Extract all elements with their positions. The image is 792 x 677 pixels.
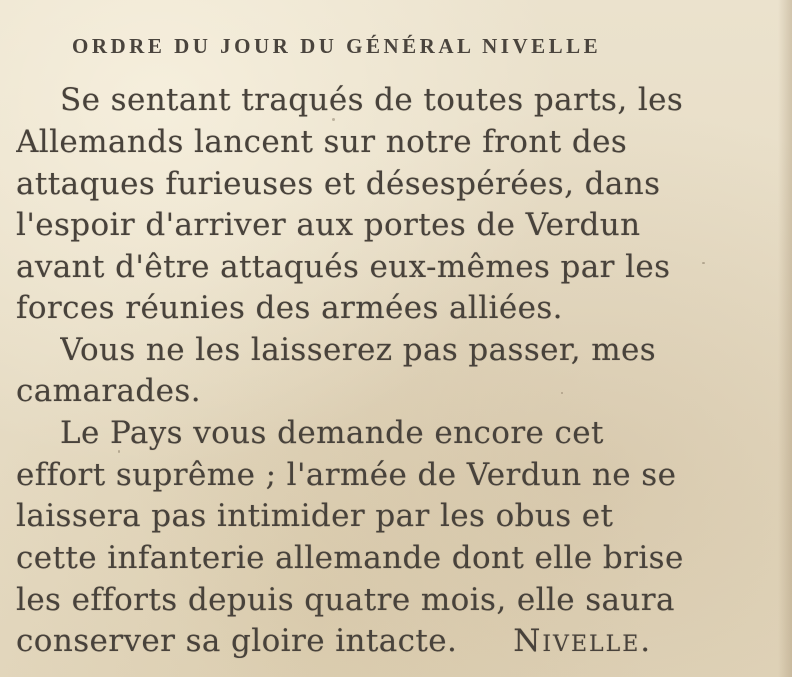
article-heading: ORDRE DU JOUR DU GÉNÉRAL NIVELLE bbox=[72, 34, 602, 58]
paper-edge-shadow bbox=[778, 0, 792, 677]
paper-speck bbox=[118, 450, 120, 453]
paragraph-1-line-3: attaques furieuses et désespérées, dans bbox=[16, 166, 661, 202]
paragraph-2-line-2: camarades. bbox=[16, 373, 201, 409]
paper-speck bbox=[702, 262, 705, 264]
paragraph-3-line-2: effort suprême ; l'armée de Verdun ne se bbox=[16, 457, 677, 493]
paragraph-3-line-6 bbox=[16, 621, 791, 661]
signature: Nivelle. bbox=[513, 623, 653, 659]
paper-speck bbox=[332, 118, 335, 121]
paragraph-1-line-6: forces réunies des armées alliées. bbox=[16, 290, 563, 326]
paragraph-2-line-1: Vous ne les laisserez pas passer, mes bbox=[60, 332, 657, 368]
paper-speck bbox=[561, 392, 563, 394]
paragraph-3-line-5: les efforts depuis quatre mois, elle saura bbox=[16, 582, 675, 618]
paragraph-1-line-2: Allemands lancent sur notre front des bbox=[16, 124, 628, 160]
paragraph-1-line-4: l'espoir d'arriver aux portes de Verdun bbox=[16, 207, 641, 243]
paragraph-1-line-5: avant d'être attaqués eux-mêmes par les bbox=[16, 249, 671, 285]
closing-text: conserver sa gloire intacte. bbox=[16, 623, 458, 659]
paragraph-3-line-4: cette infanterie allemande dont elle brise bbox=[16, 540, 684, 576]
paragraph-3-line-3: laissera pas intimider par les obus et bbox=[16, 498, 614, 534]
paragraph-3-line-1: Le Pays vous demande encore cet bbox=[60, 415, 604, 451]
paragraph-1-line-1: Se sentant traqués de toutes parts, les bbox=[60, 82, 684, 118]
